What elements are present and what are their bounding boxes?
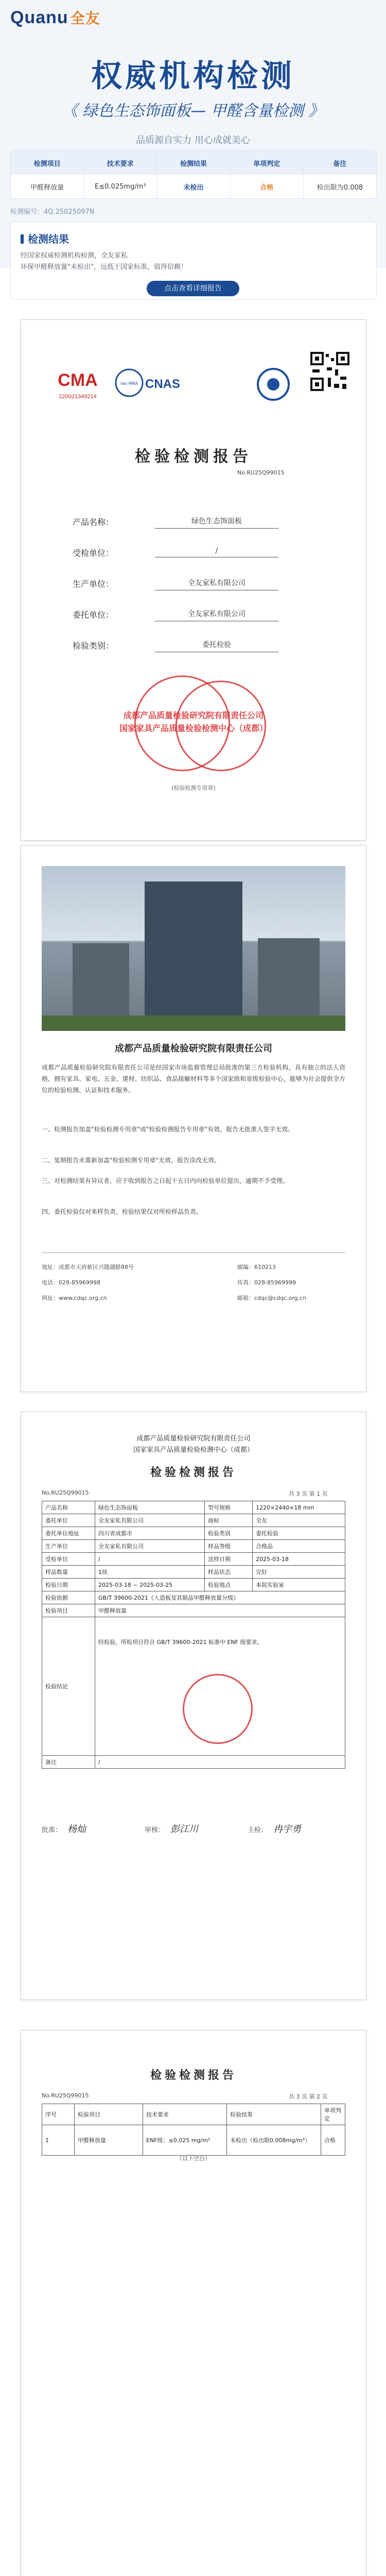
table-cell: / — [95, 1756, 345, 1769]
table-header: 单项判定 — [321, 2104, 345, 2125]
table-cell: 检验类别 — [205, 1527, 253, 1540]
building-photo — [42, 866, 345, 1031]
table-cell: 2025-03-18 ~ 2025-03-25 — [95, 1579, 205, 1591]
table-cell: 检验地点 — [205, 1579, 253, 1591]
org-name: 成都产品质量检验研究院有限责任公司 — [136, 1435, 251, 1443]
end-note: （以下空白） — [177, 2155, 210, 2162]
field-label: 生产单位： — [73, 579, 114, 589]
spec-value: E≤0.025mg/m³ — [84, 175, 157, 198]
spec-value: 合格 — [231, 175, 304, 198]
slogan: 品质源自实力 用心成就美心 — [136, 135, 250, 146]
table-cell: 委托单位地址 — [42, 1527, 95, 1540]
trees-strip — [42, 1015, 345, 1031]
spec-value: 甲醛释放量 — [11, 175, 84, 198]
spec-header: 备注 — [333, 160, 347, 168]
signature: 冉宇勇 — [273, 1824, 301, 1835]
cnas-logo-icon — [114, 366, 181, 402]
field-value: / — [155, 547, 278, 557]
info-email: 邮箱：cdqc@cdqc.org.cn — [237, 1295, 307, 1301]
table-cell: 受检单位 — [42, 1553, 95, 1566]
result-line: 经国家权威检测机构检测，全友家私 — [21, 252, 128, 260]
table-cell: 样品等级 — [205, 1540, 253, 1553]
table-cell: 产品名称 — [42, 1501, 95, 1514]
field-value: 委托检验 — [155, 639, 278, 652]
table-cell: 生产单位 — [42, 1540, 95, 1553]
table-cell: 备注 — [42, 1756, 95, 1769]
sign-review-label: 审核： — [145, 1826, 165, 1834]
table-row — [42, 1553, 345, 1566]
cnas-text: CNAS — [145, 377, 181, 391]
spec-value: 未检出 — [157, 175, 230, 198]
table-header: 序号 — [42, 2104, 75, 2125]
intro-paragraph: 三、对检测结果有异议者，应于收到报告之日起十五日内向检验单位提出，逾期不予受理。 — [42, 1177, 289, 1184]
table-cell: 1 — [42, 2125, 75, 2156]
page-no: 共 3 页 第 1 页 — [289, 1490, 328, 1497]
results-table — [42, 2104, 345, 2156]
qr-code-icon — [309, 351, 350, 392]
field-value: 绿色生态饰面板 — [155, 516, 278, 529]
table-row — [42, 1527, 345, 1540]
info-address: 地址：成都市天府新区兴隆湖路88号 — [42, 1264, 134, 1270]
field-label: 委托单位： — [73, 610, 114, 620]
seal-text: 成都产品质量检验研究院有限责任公司 — [123, 710, 264, 720]
field-label: 检验类别： — [73, 641, 114, 651]
cover-report-no: No.RU25Q99015 — [237, 469, 285, 476]
spec-value: 检出限为0.008 — [317, 183, 363, 192]
intro-paragraph: 四、委托检验仅对来样负责，检验结果仅对所检样品负责。 — [42, 1208, 203, 1215]
cma-text: CMA — [58, 370, 98, 390]
spec-table — [10, 150, 377, 199]
view-report-button[interactable]: 点击查看详细报告 — [147, 281, 239, 296]
signature: 杨灿 — [67, 1824, 86, 1835]
table-header-row — [42, 2104, 345, 2125]
table-header: 检验结果 — [227, 2104, 321, 2125]
spec-header: 单项判定 — [231, 151, 304, 175]
brand-en: Quanu — [10, 8, 68, 27]
table-row — [42, 2125, 345, 2156]
table-cell: 甲醛释放量 — [95, 1604, 345, 1617]
table-cell: 型号规格 — [205, 1501, 253, 1514]
table-cell: 1220×2440×18 mm — [253, 1501, 345, 1514]
table-cell: 全友家私有限公司 — [95, 1514, 205, 1527]
divider — [42, 1252, 345, 1253]
spec-value-row — [11, 175, 376, 198]
spec-header: 技术要求 — [84, 151, 157, 175]
table-row — [42, 1566, 345, 1579]
table-cell: 检验结论 — [42, 1617, 95, 1756]
table-row — [42, 1501, 345, 1514]
sign-main-label: 主检： — [248, 1826, 268, 1834]
result-title-text: 检测结果 — [28, 233, 69, 245]
table-row — [42, 1617, 345, 1756]
table-cell: 绿色生态饰面板 — [95, 1501, 205, 1514]
brand-logo — [10, 7, 100, 28]
intro-paragraph: 成都产品质量检验研究院有限责任公司是经国家市场监督管理总局批准的第三方检验机构，具有独立的法人资格，拥有家具、家电、五金、建材、纺织品、食品接触材料等多个国家级和省级检验中心，能够为社会提供全方位的检验检测、认证和技术服务。 — [42, 1064, 345, 1094]
table-row — [42, 1579, 345, 1591]
signature: 彭江川 — [170, 1824, 198, 1835]
intro-paragraph: 一、检测报告加盖"检验检测专用章"或"检验检测报告专用章"有效，报告无批准人签字无效。 — [42, 1126, 294, 1133]
info-web: 网址：www.cdqc.org.cn — [42, 1295, 107, 1301]
building-tower — [145, 882, 242, 1031]
org-name: 国家家具产品质量检验检测中心（成都） — [133, 1446, 254, 1454]
cma-logo-icon — [52, 366, 103, 402]
report-meta: 检测编号：4Q.25025097N — [10, 208, 95, 216]
company-title: 成都产品质量检验研究院有限责任公司 — [115, 1043, 272, 1054]
page-subtitle: 《 绿色生态饰面板— 甲醛含量检测 》 — [62, 102, 324, 120]
page-title: 权威机构检测 — [91, 58, 295, 94]
page-no: 共 3 页 第 2 页 — [289, 2093, 328, 2100]
field-label: 受检单位： — [73, 548, 114, 558]
field-label: 产品名称： — [73, 517, 114, 527]
table-cell: 完好 — [253, 1566, 345, 1579]
table-cell: 样品数量 — [42, 1566, 95, 1579]
table-cell: 甲醛释放量 — [75, 2125, 143, 2156]
report-cover-page — [21, 319, 366, 841]
table-cell: 委托检验 — [253, 1527, 345, 1540]
table-cell: / — [95, 1553, 205, 1566]
cma-code: 220021349214 — [59, 394, 97, 400]
table-cell: 未检出（检出限0.008mg/m³） — [227, 2125, 321, 2156]
report-no: No.RU25Q99015 — [42, 1489, 89, 1496]
intro-paragraph: 二、复制报告未重新加盖"检验检测专用章"无效，报告涂改无效。 — [42, 1157, 221, 1164]
report-summary-page — [21, 1412, 366, 2000]
seal-text: 国家家具产品质量检验检测中心（成都） — [119, 723, 268, 733]
conclusion-cell — [95, 1617, 345, 1756]
ilac-text: ilac-MRA — [120, 381, 138, 386]
table-cell: 检验项目 — [42, 1604, 95, 1617]
table-cell: 2025-03-18 — [253, 1553, 345, 1566]
table-row — [42, 1540, 345, 1553]
table-cell: 全友家私有限公司 — [95, 1540, 205, 1553]
report-title: 检验检测报告 — [150, 1466, 237, 1479]
info-fax: 传真：028-85969999 — [237, 1279, 296, 1286]
table-row — [42, 1514, 345, 1527]
sign-approve-label: 批准： — [42, 1826, 62, 1834]
table-cell: 合格品 — [253, 1540, 345, 1553]
table-cell: 合格 — [321, 2125, 345, 2156]
table-row — [42, 1756, 345, 1769]
title-bar-icon — [21, 234, 24, 244]
table-cell: 本院实验室 — [253, 1579, 345, 1591]
institute-logo-icon — [255, 366, 291, 402]
table-header: 技术要求 — [143, 2104, 227, 2125]
company-intro-page — [21, 845, 366, 1392]
conclusion-text: 经检验，所检项目符合 GB/T 39600-2021 标准中 ENF 级要求。 — [98, 1639, 263, 1646]
table-cell: 委托单位 — [42, 1514, 95, 1527]
table-cell: 检验依据 — [42, 1591, 95, 1604]
table-cell: 1块 — [95, 1566, 205, 1579]
field-value: 全友家私有限公司 — [155, 608, 278, 621]
brand-cn: 全友 — [70, 10, 100, 26]
summary-table — [42, 1501, 345, 1769]
table-header: 检验项目 — [75, 2104, 143, 2125]
report-no: No.RU25Q99015 — [42, 2092, 89, 2099]
table-cell: ENF级：≤0.025 mg/m³ — [143, 2125, 227, 2156]
red-seal-icon — [183, 1674, 253, 1744]
table-row — [42, 1604, 345, 1617]
result-line: 环保甲醛释放量"未检出"，远低于国家标准，值得信赖！ — [21, 263, 187, 271]
spec-header: 检测项目 — [11, 151, 84, 175]
report-title: 检验检测报告 — [150, 2069, 237, 2082]
info-postcode: 邮编：610213 — [237, 1264, 276, 1270]
table-cell: GB/T 39600-2021《人造板及其制品甲醛释放量分级》 — [95, 1591, 345, 1604]
table-cell: 四川省成都市 — [95, 1527, 205, 1540]
table-cell: 样品状态 — [205, 1566, 253, 1579]
table-row — [42, 1591, 345, 1604]
report-results-page — [21, 2030, 366, 2576]
result-title — [21, 231, 69, 246]
seal-note: (检验检测专用章) — [171, 785, 216, 791]
spec-header-row — [11, 151, 376, 175]
table-cell: 送样日期 — [205, 1553, 253, 1566]
spec-header: 检测结果 — [157, 151, 230, 175]
table-cell: 商标 — [205, 1514, 253, 1527]
table-cell: 全友 — [253, 1514, 345, 1527]
cover-title: 检验检测报告 — [135, 448, 252, 466]
info-phone: 电话：028-85969998 — [42, 1279, 100, 1286]
field-value: 全友家私有限公司 — [155, 578, 278, 590]
table-cell: 检验日期 — [42, 1579, 95, 1591]
